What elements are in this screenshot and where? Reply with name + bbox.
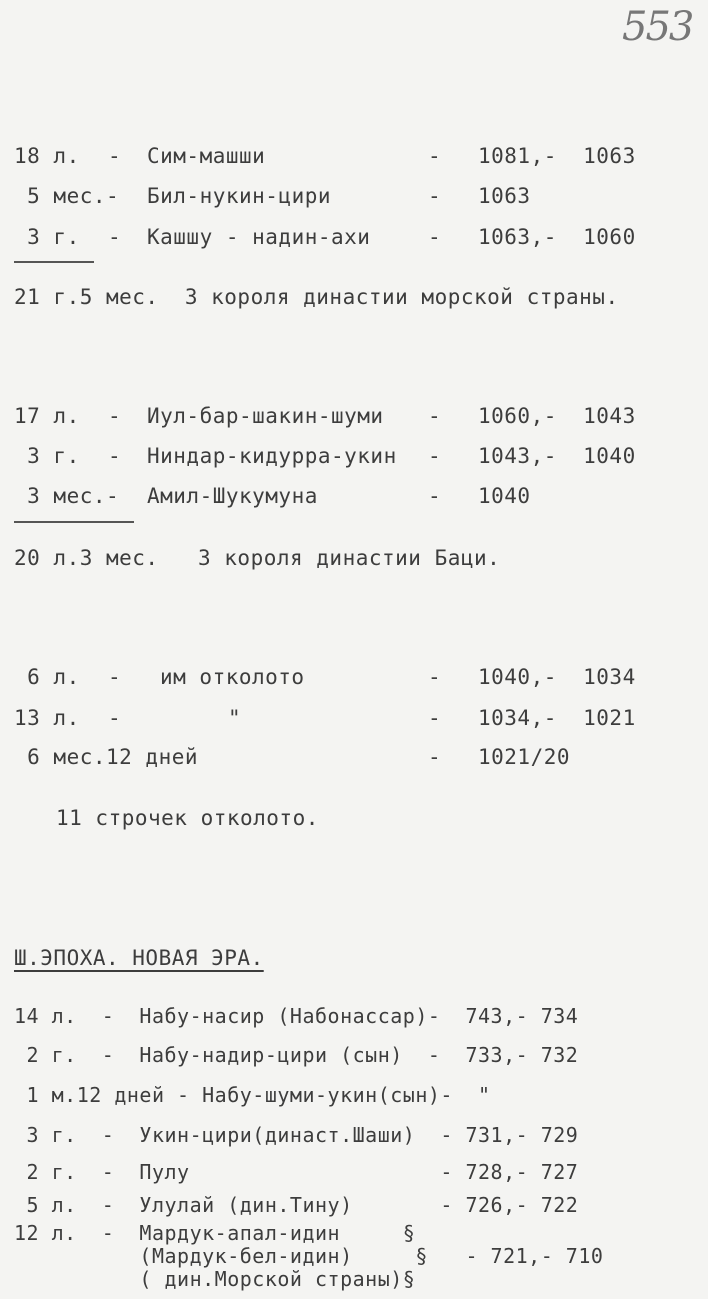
row-king-name: Иул-бар-шакин-шуми [147, 404, 384, 428]
row-king-name: Кашшу - надин-ахи [147, 225, 371, 249]
row-separator: - [108, 444, 122, 468]
row-dash: - [428, 144, 442, 168]
reign-row: 3 г. - Укин-цири(династ.Шаши) - 731,- 729 [14, 1123, 579, 1147]
row-duration: 6 л. [14, 665, 80, 689]
row-duration: 13 л. [14, 706, 80, 730]
row-years: 1081,- 1063 [478, 144, 636, 168]
reign-row: 2 г. - Набу-надир-цири (сын) - 733,- 732 [14, 1043, 579, 1067]
reign-row: 14 л. - Набу-насир (Набонассар)- 743,- 734 [14, 1004, 579, 1028]
row-king-name: им отколото [160, 665, 305, 689]
row-duration: 3 мес.- [14, 484, 120, 508]
reign-row: 12 л. - Мардук-апал-идин § [14, 1221, 416, 1245]
row-duration: 3 г. [14, 444, 80, 468]
row-years: 1063,- 1060 [478, 225, 636, 249]
reign-row: ( дин.Морской страны)§ [14, 1267, 416, 1291]
row-dash: - [428, 665, 442, 689]
row-duration: 17 л. [14, 404, 80, 428]
row-dash: - [428, 184, 442, 208]
row-king-name: Бил-нукин-цири [147, 184, 332, 208]
row-separator: - [108, 665, 122, 689]
broken-lines-note: 11 строчек отколото. [56, 806, 319, 830]
row-king-name: Сим-машши [147, 144, 266, 168]
block-summary: 20 л.3 мес. 3 короля династии Баци. [14, 546, 501, 570]
reign-row: 1 м.12 дней - Набу-шуми-укин(сын)- " [14, 1083, 491, 1107]
row-separator: - [108, 225, 122, 249]
ditto-mark: " [228, 706, 242, 730]
row-dash: - [428, 745, 442, 769]
row-king-name: Амил-Шукумуна [147, 484, 318, 508]
row-years: 1063 [478, 184, 531, 208]
row-duration: 3 г. [14, 225, 80, 249]
row-separator: - [108, 706, 122, 730]
reign-row: 2 г. - Пулу - 728,- 727 [14, 1160, 579, 1184]
row-dash: - [428, 404, 442, 428]
sum-rule [14, 261, 94, 263]
row-duration: 5 мес.- [14, 184, 120, 208]
row-dash: - [428, 706, 442, 730]
row-dash: - [428, 484, 442, 508]
row-duration: 6 мес.12 дней [14, 745, 199, 769]
reign-row: (Мардук-бел-идин) § - 721,- 710 [14, 1244, 604, 1268]
block-summary: 21 г.5 мес. 3 короля династии морской страны. [14, 285, 619, 309]
row-years: 1034,- 1021 [478, 706, 636, 730]
row-years: 1021/20 [478, 745, 571, 769]
row-separator: - [108, 144, 122, 168]
row-years: 1040,- 1034 [478, 665, 636, 689]
row-dash: - [428, 444, 442, 468]
section-heading: Ш.ЭПОХА. НОВАЯ ЭРА. [14, 946, 264, 970]
row-duration: 18 л. [14, 144, 80, 168]
reign-row: 5 л. - Улулай (дин.Тину) - 726,- 722 [14, 1193, 579, 1217]
row-separator: - [108, 404, 122, 428]
sum-rule [14, 521, 134, 523]
row-years: 1043,- 1040 [478, 444, 636, 468]
page-number: 553 [622, 4, 693, 50]
row-years: 1040 [478, 484, 531, 508]
row-dash: - [428, 225, 442, 249]
row-years: 1060,- 1043 [478, 404, 636, 428]
row-king-name: Ниндар-кидурра-укин [147, 444, 397, 468]
